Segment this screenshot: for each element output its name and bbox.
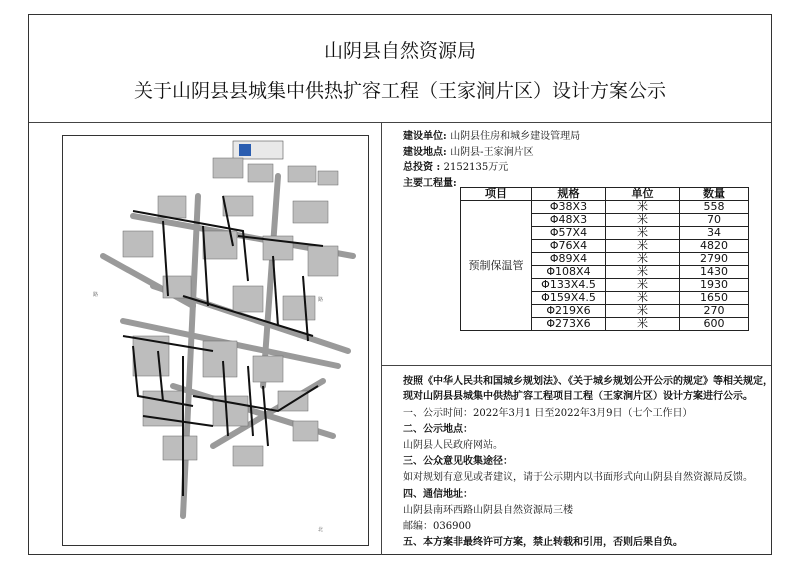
qty-cell: 558 (680, 201, 749, 214)
unit-cell: 米 (606, 227, 680, 240)
notice-postcode: 邮编：036900 (403, 521, 472, 532)
page-subtitle: 关于山阴县县城集中供热扩容工程（王家涧片区）设计方案公示 (133, 80, 666, 102)
page-title: 山阴县自然资源局 (323, 40, 476, 62)
spec-cell: Φ89X4 (532, 253, 606, 266)
total-investment: 总投资 : 2152135万元 (403, 162, 509, 173)
site-map (62, 135, 369, 546)
notice-time: 一、公示时间：2022年3月1 日至2022年3月9日（七个工作日） (403, 408, 693, 419)
qty-cell: 4820 (680, 240, 749, 253)
header-item: 项目 (461, 188, 532, 201)
spec-cell: Φ48X3 (532, 214, 606, 227)
qty-cell: 1430 (680, 266, 749, 279)
spec-cell: Φ133X4.5 (532, 279, 606, 292)
qty-cell: 34 (680, 227, 749, 240)
construction-site: 建设地点: 山阴县-王家涧片区 (403, 147, 534, 158)
qty-cell: 1650 (680, 292, 749, 305)
notice-feedback-label: 三、公众意见收集途径： (403, 456, 513, 467)
notice-address-label: 四、通信地址： (403, 489, 473, 500)
spec-cell: Φ273X6 (532, 318, 606, 331)
qty-cell: 600 (680, 318, 749, 331)
construction-unit-value: 山阴县住房和城乡建设管理局 (450, 131, 581, 142)
unit-cell: 米 (606, 253, 680, 266)
unit-cell: 米 (606, 201, 680, 214)
unit-cell: 米 (606, 266, 680, 279)
qty-cell: 1930 (680, 279, 749, 292)
notice-place-value: 山阴县人民政府网站。 (403, 440, 503, 451)
spec-cell: Φ76X4 (532, 240, 606, 253)
construction-unit: 建设单位: 山阴县住房和城乡建设管理局 (403, 131, 581, 142)
main-works-label: 主要工程量: (403, 178, 457, 189)
site-map-drawing (63, 136, 368, 545)
svg-text:路: 路 (318, 297, 324, 303)
divider-top (29, 122, 771, 123)
svg-text:路: 路 (93, 292, 99, 298)
header-qty: 数量 (680, 188, 749, 201)
unit-cell: 米 (606, 318, 680, 331)
notice-feedback-value: 如对规划有意见或者建议，请于公示期内以书面形式向山阴县自然资源局反馈。 (403, 472, 753, 483)
header-unit: 单位 (606, 188, 680, 201)
unit-cell: 米 (606, 279, 680, 292)
notice-disclaimer: 五、本方案非最终许可方案，禁止转载和引用，否则后果自负。 (403, 537, 683, 548)
table-row (461, 201, 749, 214)
qty-cell: 270 (680, 305, 749, 318)
unit-cell: 米 (606, 292, 680, 305)
notice-address-value: 山阴县南环西路山阴县自然资源局三楼 (403, 505, 573, 516)
total-investment-value: 2152135万元 (443, 162, 509, 173)
item-name-cell: 预制保温管 (461, 201, 532, 331)
spec-table (460, 187, 749, 331)
qty-cell: 2790 (680, 253, 749, 266)
unit-cell: 米 (606, 240, 680, 253)
spec-cell: Φ219X6 (532, 305, 606, 318)
divider-vertical (381, 123, 382, 555)
divider-right (381, 365, 771, 366)
unit-cell: 米 (606, 214, 680, 227)
unit-cell: 米 (606, 305, 680, 318)
spec-cell: Φ108X4 (532, 266, 606, 279)
spec-cell: Φ159X4.5 (532, 292, 606, 305)
table-header-row (461, 188, 749, 201)
notice-intro-1: 按照《中华人民共和国城乡规划法》、《关于城乡规划公开公示的规定》等相关规定， (403, 376, 773, 387)
header-spec: 规格 (532, 188, 606, 201)
notice-intro-2: 现对山阴县县城集中供热扩容工程项目工程（王家涧片区）设计方案进行公示。 (403, 391, 753, 402)
qty-cell: 70 (680, 214, 749, 227)
spec-cell: Φ38X3 (532, 201, 606, 214)
svg-text:北: 北 (318, 527, 324, 533)
spec-cell: Φ57X4 (532, 227, 606, 240)
notice-place-label: 二、公示地点： (403, 424, 473, 435)
construction-site-value: 山阴县-王家涧片区 (450, 147, 534, 158)
